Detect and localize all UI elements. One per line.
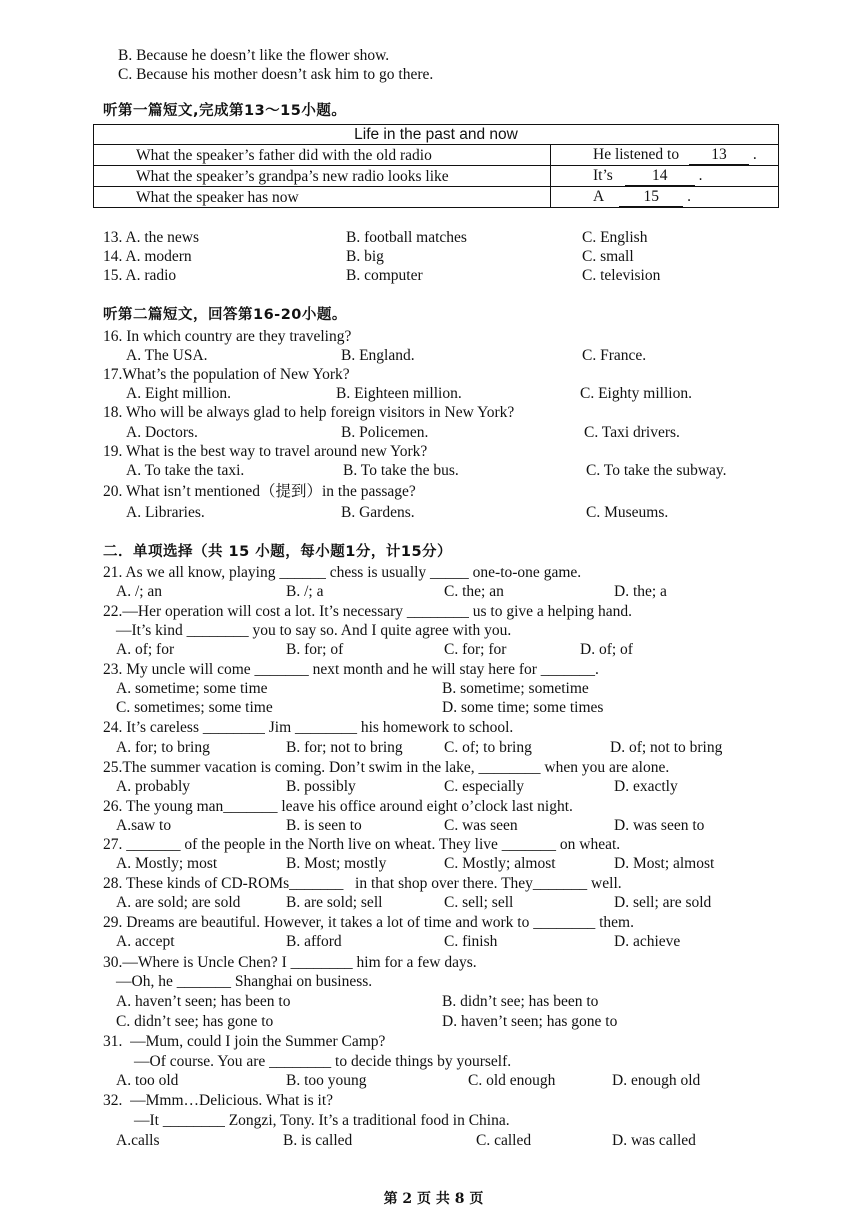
q26-stem: 26. The young man_______ leave his office around eight o’clock last night. (103, 798, 573, 815)
table-row (94, 166, 779, 187)
q27-option-c: C. Mostly; almost (444, 855, 556, 872)
table-row (94, 145, 779, 166)
q18-option-b: B. Policemen. (341, 424, 429, 441)
q16-option-c: C. France. (582, 347, 647, 364)
q20-option-b: B. Gardens. (341, 504, 415, 521)
q13-option-b: B. football matches (346, 229, 467, 246)
table-answer (551, 145, 779, 166)
q27-option-b: B. Most; mostly (286, 855, 387, 872)
q24-option-a: A. for; to bring (116, 739, 210, 756)
q17-option-a: A. Eight million. (126, 385, 232, 402)
q26-option-c: C. was seen (444, 817, 518, 834)
q31-option-d: D. enough old (612, 1072, 701, 1089)
answer-blank: 13 (689, 145, 749, 165)
q25-option-a: A. probably (116, 778, 191, 795)
q23-option-c: C. sometimes; some time (116, 699, 273, 716)
q32-option-a: A.calls (116, 1132, 160, 1149)
q22-option-c: C. for; for (444, 641, 507, 658)
q19-stem: 19. What is the best way to travel around new York? (103, 443, 428, 460)
q17-option-b: B. Eighteen million. (336, 385, 462, 402)
q25-option-c: C. especially (444, 778, 525, 795)
table-answer (551, 166, 779, 187)
q26-option-b: B. is seen to (286, 817, 362, 834)
q19-option-a: A. To take the taxi. (126, 462, 245, 479)
q21-stem: 21. As we all know, playing ______ chess is usually _____ one-to-one game. (103, 564, 582, 581)
q18-option-a: A. Doctors. (126, 424, 198, 441)
q31-option-a: A. too old (116, 1072, 179, 1089)
q24-option-d: D. of; not to bring (610, 739, 723, 756)
q15-option-a: 15. A. radio (103, 267, 177, 284)
section1-heading: 听第一篇短文,完成第13～15小题。 (103, 103, 347, 119)
q23-option-b: B. sometime; sometime (442, 680, 589, 697)
q32-option-c: C. called (476, 1132, 532, 1149)
answer-blank: 14 (625, 166, 695, 186)
q20-stem: 20. What isn’t mentioned（提到）in the passage? (103, 483, 416, 500)
q22-stem: 22.—Her operation will cost a lot. It’s necessary ________ us to give a helping hand. (103, 603, 633, 620)
table-question: What the speaker has now (94, 187, 551, 208)
q19-option-c: C. To take the subway. (586, 462, 727, 479)
q29-option-a: A. accept (116, 933, 175, 950)
table-question: What the speaker’s grandpa’s new radio looks like (94, 166, 551, 187)
q22-option-b: B. for; of (286, 641, 344, 658)
answer-blank: 15 (619, 187, 683, 207)
q27-option-d: D. Most; almost (614, 855, 715, 872)
q28-option-d: D. sell; are sold (614, 894, 712, 911)
answer-suffix: . (752, 146, 757, 163)
q26-option-d: D. was seen to (614, 817, 705, 834)
q30-stem: 30.—Where is Uncle Chen? I ________ him for a few days. (103, 954, 477, 971)
q15-option-b: B. computer (346, 267, 423, 284)
q22-option-a: A. of; for (116, 641, 175, 658)
table-answer (551, 187, 779, 208)
q25-option-d: D. exactly (614, 778, 678, 795)
q19-option-b: B. To take the bus. (343, 462, 459, 479)
q30-option-d: D. haven’t seen; has gone to (442, 1013, 618, 1030)
table-row (94, 187, 779, 208)
table-title: Life in the past and now (94, 125, 779, 145)
q22-option-d: D. of; of (580, 641, 633, 658)
q16-option-a: A. The USA. (126, 347, 208, 364)
q32-stem: 32. —Mmm…Delicious. What is it? (103, 1092, 334, 1109)
q14-option-b: B. big (346, 248, 384, 265)
q31-option-c: C. old enough (468, 1072, 556, 1089)
q28-stem: 28. These kinds of CD-ROMs_______ in that shop over there. They_______ well. (103, 875, 622, 892)
q24-option-b: B. for; not to bring (286, 739, 403, 756)
q32-option-b: B. is called (283, 1132, 353, 1149)
q29-stem: 29. Dreams are beautiful. However, it takes a lot of time and work to ________ them. (103, 914, 634, 931)
q30-option-c: C. didn’t see; has gone to (116, 1013, 274, 1030)
q20-option-a: A. Libraries. (126, 504, 205, 521)
q29-option-d: D. achieve (614, 933, 681, 950)
table-question: What the speaker’s father did with the old radio (94, 145, 551, 166)
q31-stem: 31. —Mum, could I join the Summer Camp? (103, 1033, 386, 1050)
q31-stem-2: —Of course. You are ________ to decide things by yourself. (134, 1053, 512, 1070)
prev-option-c: C. Because his mother doesn’t ask him to go there. (118, 66, 434, 83)
q18-stem: 18. Who will be always glad to help foreign visitors in New York? (103, 404, 515, 421)
q17-stem: 17.What’s the population of New York? (103, 366, 350, 383)
q25-stem: 25.The summer vacation is coming. Don’t swim in the lake, ________ when you are alone. (103, 759, 670, 776)
answer-prefix: A (593, 188, 604, 205)
prev-option-b: B. Because he doesn’t like the flower show. (118, 47, 390, 64)
q24-option-c: C. of; to bring (444, 739, 532, 756)
q22-stem-2: —It’s kind ________ you to say so. And I quite agree with you. (116, 622, 512, 639)
q29-option-c: C. finish (444, 933, 498, 950)
q29-option-b: B. afford (286, 933, 342, 950)
answer-suffix: . (687, 188, 691, 205)
q13-option-a: 13. A. the news (103, 229, 200, 246)
q30-option-b: B. didn’t see; has been to (442, 993, 599, 1010)
answer-prefix: He listened to (593, 146, 680, 163)
answer-prefix: It’s (593, 167, 613, 184)
section2-heading: 听第二篇短文，回答第16-20小题。 (103, 307, 347, 323)
q21-option-b: B. /; a (286, 583, 324, 600)
q30-option-a: A. haven’t seen; has been to (116, 993, 291, 1010)
q24-stem: 24. It’s careless ________ Jim ________ his homework to school. (103, 719, 514, 736)
q30-stem-2: —Oh, he _______ Shanghai on business. (116, 973, 373, 990)
q16-stem: 16. In which country are they traveling? (103, 328, 352, 345)
q32-stem-2: —It ________ Zongzi, Tony. It’s a traditional food in China. (134, 1112, 510, 1129)
q23-option-a: A. sometime; some time (116, 680, 268, 697)
q20-option-c: C. Museums. (586, 504, 669, 521)
q23-stem: 23. My uncle will come _______ next month and he will stay here for _______. (103, 661, 599, 678)
life-past-now-table (93, 124, 779, 208)
answer-suffix: . (698, 167, 703, 184)
q28-option-a: A. are sold; are sold (116, 894, 241, 911)
q17-option-c: C. Eighty million. (580, 385, 692, 402)
q25-option-b: B. possibly (286, 778, 356, 795)
q15-option-c: C. television (582, 267, 661, 284)
q31-option-b: B. too young (286, 1072, 367, 1089)
q18-option-c: C. Taxi drivers. (584, 424, 680, 441)
q21-option-d: D. the; a (614, 583, 667, 600)
q28-option-c: C. sell; sell (444, 894, 514, 911)
q14-option-c: C. small (582, 248, 634, 265)
q27-option-a: A. Mostly; most (116, 855, 218, 872)
q21-option-a: A. /; an (116, 583, 163, 600)
q26-option-a: A.saw to (116, 817, 172, 834)
q21-option-c: C. the; an (444, 583, 504, 600)
q16-option-b: B. England. (341, 347, 415, 364)
q28-option-b: B. are sold; sell (286, 894, 383, 911)
q13-option-c: C. English (582, 229, 648, 246)
q32-option-d: D. was called (612, 1132, 696, 1149)
q14-option-a: 14. A. modern (103, 248, 192, 265)
page-footer: 第 2 页 共 8 页 (383, 1191, 484, 1207)
q27-stem: 27. _______ of the people in the North live on wheat. They live _______ on wheat. (103, 836, 621, 853)
q23-option-d: D. some time; some times (442, 699, 604, 716)
part2-heading: 二．单项选择（共 15 小题，每小题1分，计15分） (103, 544, 453, 560)
